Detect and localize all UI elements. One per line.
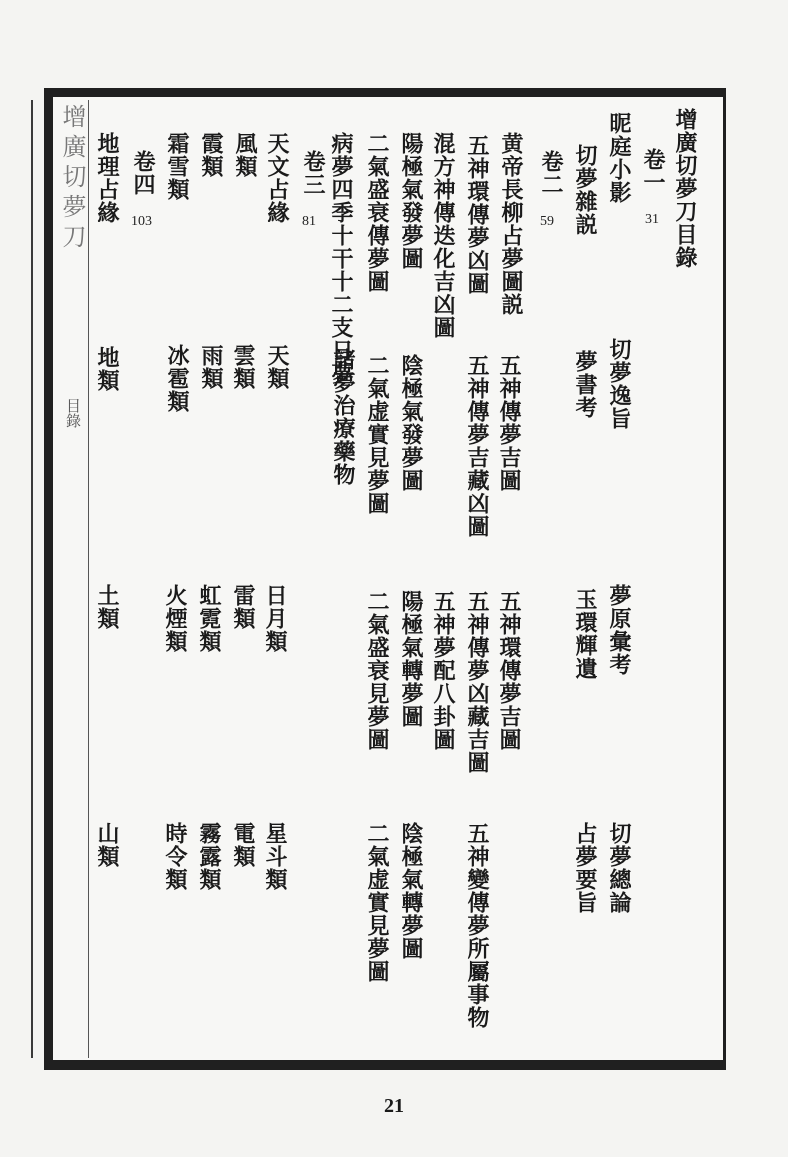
toc-entry: 五神傳夢吉圖 (496, 354, 522, 492)
toc-entry: 霧露類 (196, 822, 222, 891)
toc-entry: 陽極氣發夢圖 (398, 132, 424, 270)
toc-entry: 地類 (94, 346, 120, 392)
toc-entry: 冰雹類 (164, 344, 190, 413)
toc-entry: 五神環傳夢吉圖 (496, 590, 522, 751)
toc-entry: 昵庭小影 (606, 112, 632, 204)
toc-entry: 玉環輝遺 (572, 588, 598, 680)
toc-entry: 霞類 (198, 132, 224, 178)
toc-entry: 雷類 (230, 584, 256, 630)
toc-entry: 黄帝長柳占夢圖説 (498, 132, 524, 316)
toc-entry: 五神傳夢凶藏吉圖 (464, 590, 490, 774)
page-number: 21 (384, 1095, 404, 1117)
toc-entry: 雨類 (198, 344, 224, 390)
toc-entry: 切夢雜説 (572, 144, 598, 236)
toc-entry: 雲類 (230, 344, 256, 390)
toc-entry: 二氣虚實見夢圖 (364, 822, 390, 983)
toc-entry: 陰極氣轉夢圖 (398, 822, 424, 960)
volume-3-label: 卷三 (300, 150, 326, 196)
toc-entry: 地理占緣 (94, 132, 120, 224)
toc-entry: 虹霓類 (196, 584, 222, 653)
volume-4-page: 103 (131, 214, 152, 229)
toc-entry: 五神夢配八卦圖 (430, 590, 456, 751)
toc-entry: 占夢要旨 (572, 822, 598, 914)
toc-entry: 星斗類 (262, 822, 288, 891)
toc-entry: 切夢逸旨 (606, 338, 632, 430)
toc-entry: 風類 (232, 132, 258, 178)
margin-subtitle: 目錄 (64, 398, 82, 428)
toc-entry: 二氣盛衰傳夢圖 (364, 132, 390, 293)
toc-entry: 山類 (94, 822, 120, 868)
toc-entry: 諸夢治療藥物 (330, 348, 356, 486)
volume-1-page: 31 (645, 212, 659, 227)
toc-entry: 切夢總論 (606, 822, 632, 914)
toc-entry: 二氣盛衰見夢圖 (364, 590, 390, 751)
toc-entry: 霜雪類 (164, 132, 190, 201)
toc-entry: 時令類 (162, 822, 188, 891)
toc-entry: 火煙類 (162, 584, 188, 653)
toc-entry: 病夢四季十干十二支日夢 (328, 132, 354, 385)
toc-title: 增廣切夢刀目錄 (672, 108, 698, 269)
toc-entry: 夢書考 (572, 350, 598, 419)
margin-title: 增廣切夢刀 (58, 104, 86, 254)
toc-entry: 混方神傳迭化吉凶圖 (430, 132, 456, 339)
toc-entry: 土類 (94, 584, 120, 630)
toc-entry: 五神傳夢吉藏凶圖 (464, 354, 490, 538)
volume-1-label: 卷一 (640, 148, 666, 194)
toc-entry: 夢原彙考 (606, 584, 632, 676)
toc-entry: 陽極氣轉夢圖 (398, 590, 424, 728)
toc-entry: 天文占緣 (264, 132, 290, 224)
volume-3-page: 81 (302, 214, 316, 229)
inner-rule (31, 100, 33, 1058)
toc-entry: 天類 (264, 344, 290, 390)
toc-entry: 電類 (230, 822, 256, 868)
volume-2-page: 59 (540, 214, 554, 229)
toc-entry: 二氣虚實見夢圖 (364, 354, 390, 515)
toc-entry: 五神變傳夢所屬事物 (464, 822, 490, 1029)
toc-entry: 日月類 (262, 584, 288, 653)
volume-4-label: 卷四 (130, 150, 156, 196)
volume-2-label: 卷二 (538, 150, 564, 196)
toc-entry: 五神環傳夢凶圖 (464, 134, 490, 295)
toc-entry: 陰極氣發夢圖 (398, 354, 424, 492)
